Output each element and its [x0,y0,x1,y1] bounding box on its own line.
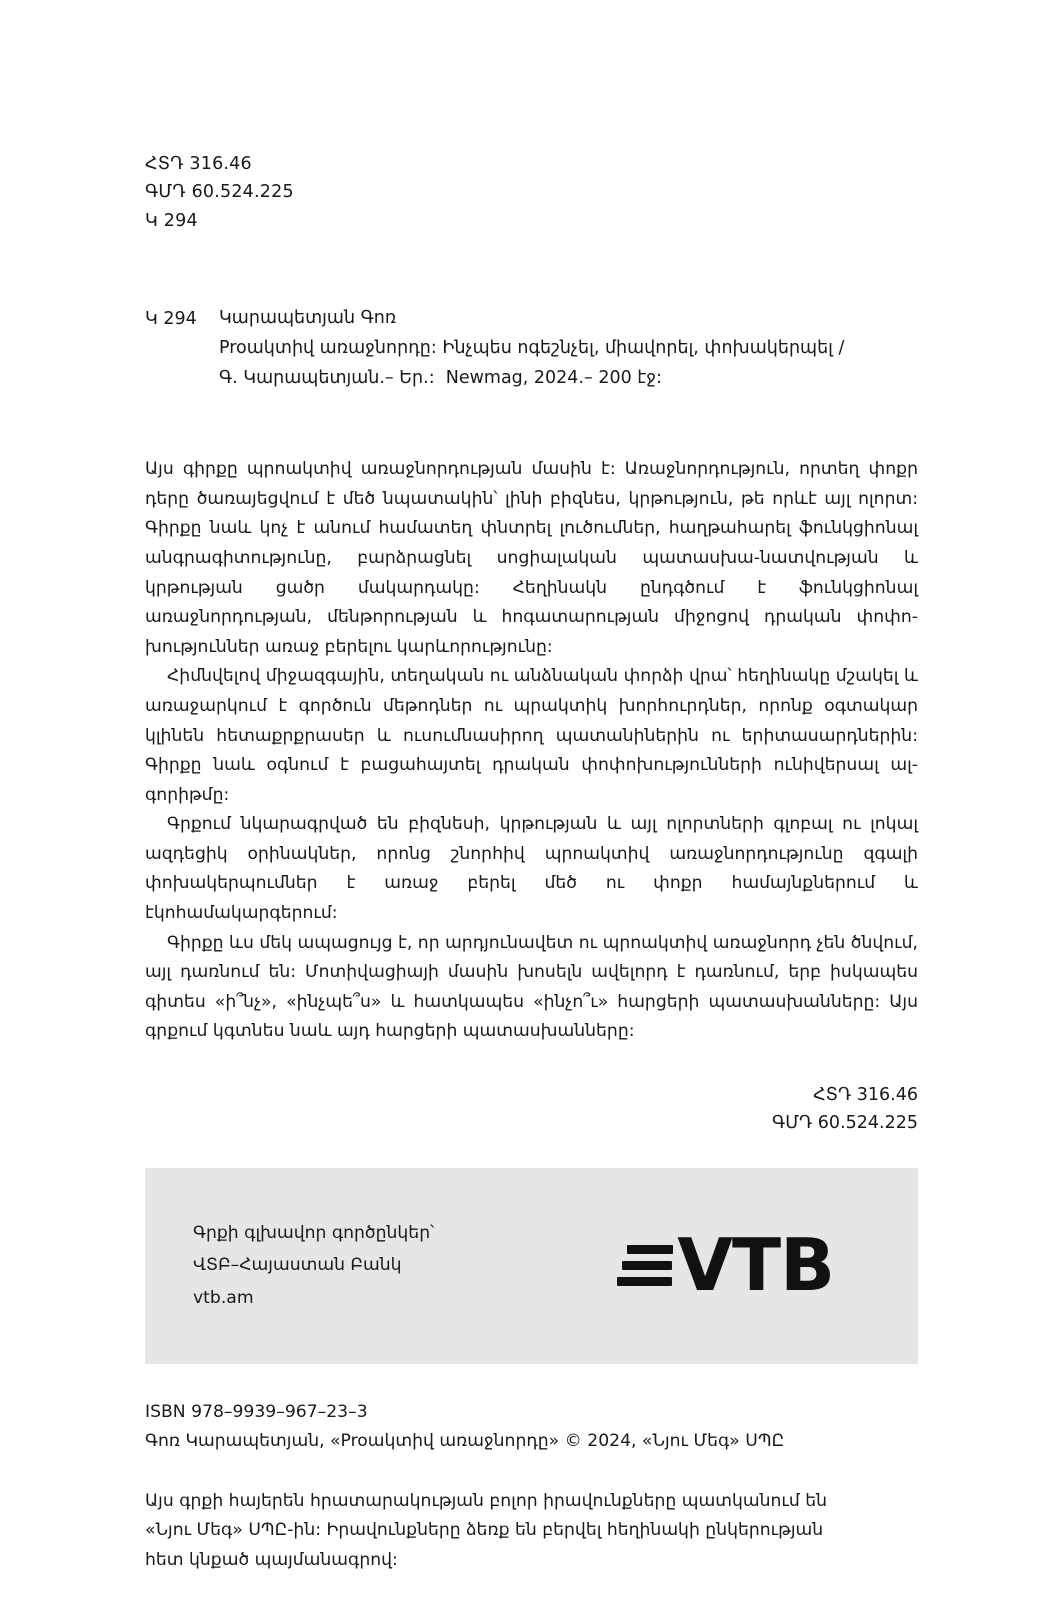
rights-statement [145,1487,918,1576]
annotation-paragraph-1: Այս գիրքը պրոակտիվ առաջնորդության մասին է: Առաջնորդություն, որտեղ փոքր դերը ծառայեցվում է մեծ նպատակին՝ լինի բիզնես, կրթություն, թե որևէ այլ ոլորտ: Գիրքը նաև կոչ է անում համատեղ փնտրել լուծումներ, հաղթահարել ֆունկցիոնալ անգրագիտությունը, բարձրացնել սոցիալական պատասխա-նատվության և կրթության ցածր մակարդակը: Հեղինակն ընդգծում է ֆունկցիոնալ առաջնորդության, մենթորության և հոգատարության միջոցով դրական փոփո-խություններ առաջ բերելու կարևորությունը: [145,459,918,657]
header-codes [145,150,918,235]
bbk-code: ԳՄԴ 60.524.225 [145,182,294,203]
catalog-title: Proակտիվ առաջնորդը: Ինչպես ոգեշնչել, միավորել, փոխակերպել / [219,338,845,359]
catalog-author: Կարապետյան Գոռ [219,308,397,329]
sponsor-website: vtb.am [193,1287,254,1308]
sponsor-line-1: Գրքի գլխավոր գործընկեր՝ [193,1222,435,1243]
footer-bbk-code: ԳՄԴ 60.524.225 [772,1113,918,1134]
sponsor-line-2: ՎՏԲ–Հայաստան Բանկ [193,1255,402,1276]
sponsor-text [193,1217,434,1315]
rights-line-1: Այս գրքի հայերեն հրատարակության բոլոր իրավունքները պատկանում են [145,1490,827,1511]
annotation-paragraph-2: Հիմնվելով միջազգային, տեղական ու անձնական փորձի վրա՝ հեղինակը մշակել և առաջարկում է գործուն մեթոդներ ու պրակտիկ խորհուրդներ, որոնք օգտակար կլինեն հետաքրքրասեր և ուսումնասիրող պատանիներին ու երիտասարդներին: Գիրքը նաև օգնում է բացահայտել դրական փոփոխությունների ունիվերսալ ալ-գորիթմը: [145,666,918,805]
catalog-entry-code: Կ 294 [145,309,197,330]
copyright-line: Գոռ Կարապետյան, «Proակտիվ առաջնորդը» © 2024, «Նյու Մեգ» ՍՊԸ [145,1431,785,1452]
vtb-bars-icon [617,1245,673,1286]
vtb-logo [617,1222,834,1307]
annotation-paragraph-4: Գիրքը ևս մեկ ապացույց է, որ արդյունավետ ու պրոակտիվ առաջնորդ չեն ծնվում, այլ դառնում են: Մոտիվացիայի մասին խոսելն ավելորդ է դառնում, երբ իսկապես գիտես «ի՞նչ», «ինչպե՞ս» և հատկապես «ինչո՞ւ» հարցերի պատասխանները: Այս գրքում կգտնես նաև այդ հարցերի պատասխանները: [145,932,918,1042]
rights-line-3: հետ կնքած պայմանագրով: [145,1549,398,1570]
annotation-paragraph-3: Գրքում նկարագրված են բիզնեսի, կրթության և այլ ոլորտների գլոբալ ու լոկալ ազդեցիկ օրինակներ, որոնց շնորհիվ պրոակտիվ առաջնորդությունը զգալի փոխակերպումներ է առաջ բերել մեծ ու փոքր համայնքներում և էկոհամակարգերում: [145,814,918,923]
annotation-text [145,455,918,1047]
footer-udc-code: ՀՏԴ 316.46 [813,1084,918,1105]
catalog-entry [145,303,918,393]
udc-code: ՀՏԴ 316.46 [145,154,252,174]
sponsor-banner [145,1168,918,1364]
vtb-wordmark: VTB [677,1222,834,1307]
catalog-imprint: Գ. Կարապետյան.– Եր.: Newmag, 2024.– 200 էջ: [219,368,662,389]
isbn-block [145,1398,918,1457]
footer-codes [145,1081,918,1138]
isbn-number: ISBN 978–9939–967–23–3 [145,1401,368,1422]
shelf-code: Կ 294 [145,210,198,231]
rights-line-2: «Նյու Մեգ» ՍՊԸ-ին: Իրավունքները ձեռք են բերվել հեղինակի ընկերության [145,1520,824,1541]
catalog-entry-body [219,303,844,393]
